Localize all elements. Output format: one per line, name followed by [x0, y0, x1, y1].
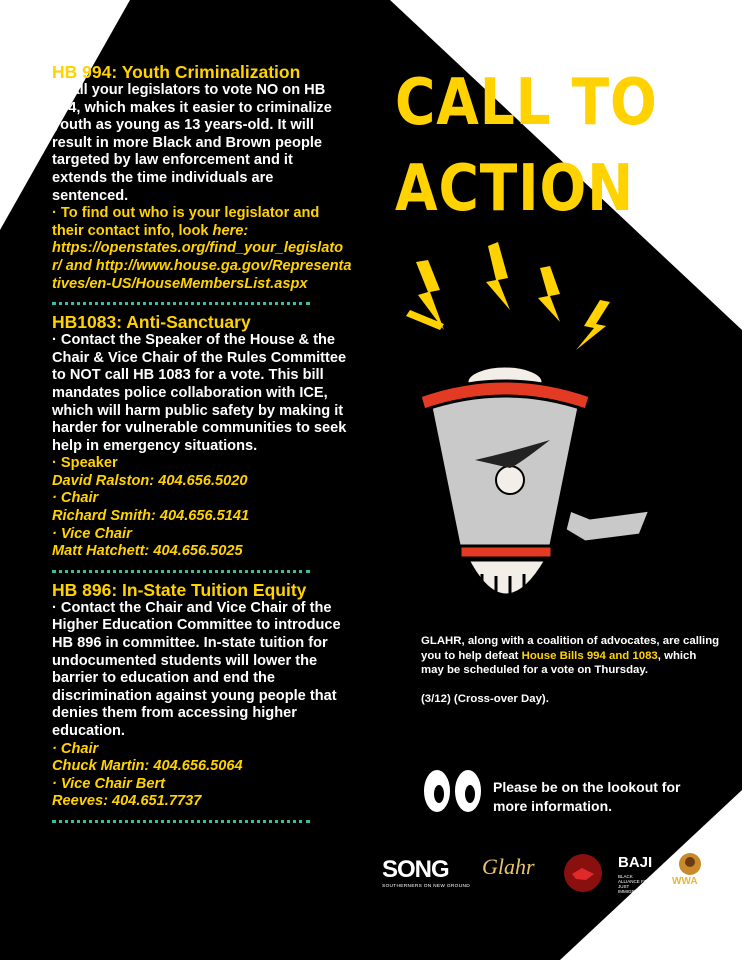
hb994-find-text: · To find out who is your legislator and their contact info, look — [52, 205, 320, 239]
lightning-icon — [400, 240, 640, 360]
partner-logos — [378, 848, 718, 896]
wwa-logo-icon — [676, 850, 704, 876]
chair-contact: Richard Smith: 404.656.5141 — [52, 508, 250, 525]
cta-line-1: CALL TO — [395, 66, 658, 140]
hb994-here: here: — [212, 222, 249, 239]
bills-column — [52, 62, 352, 830]
info-highlight: House Bills 994 and 1083 — [521, 649, 658, 662]
chair-label: · Chair — [52, 490, 99, 507]
hb994-find — [52, 205, 352, 240]
hb994-body: · Call your legislators to vote NO on HB 994, which makes it easier to criminalize youth as young as 13 years-old. It will result in more Black and Brown people targeted by law enforcement and it extends the time individuals are sentenced. — [52, 82, 332, 204]
hb1083-heading: HB1083: Anti-Sanctuary — [52, 312, 251, 333]
lookout-text: Please be on the lookout for more information. — [493, 779, 681, 814]
red-circle-logo — [562, 852, 604, 894]
info-text-part2: , which may be scheduled for a vote on Thursday. — [421, 649, 697, 676]
speaker-label: · Speaker — [52, 455, 118, 472]
hb896-vice-label: · Vice Chair Bert — [52, 775, 166, 792]
hb896-chair-label: · Chair — [52, 740, 99, 757]
vice-chair-label: · Vice Chair — [52, 525, 132, 542]
hb896-heading: HB 896: In-State Tuition Equity — [52, 579, 307, 600]
hb1083-body: · Contact the Speaker of the House & the Chair & Vice Chair of the Rules Committee to NOT call HB 1083 for a vote. This bill mandates police collaboration with ICE, which will harm public safety by making it harder for vulnerable communities to seek help in emergency situations. — [52, 332, 347, 454]
eyes-icon — [420, 766, 486, 816]
cta-line-2: ACTION — [395, 152, 635, 226]
hb896-body: · Contact the Chair and Vice Chair of the Higher Education Committee to introduce HB 896 in committee. In-state tuition for undocumented students will lower the barrier to education and end the discrimination against young people that denies them from accessing higher education. — [52, 599, 341, 739]
vice-chair-contact: Matt Hatchett: 404.656.5025 — [52, 543, 243, 560]
megaphone-icon — [400, 360, 660, 620]
call-to-action-title — [395, 60, 658, 232]
speaker-contact: David Ralston: 404.656.5020 — [52, 472, 248, 489]
info-date: (3/12) (Cross-over Day). — [421, 692, 549, 705]
hb896-vice-contact: Reeves: 404.651.7737 — [52, 793, 202, 810]
baji-logo: BAJI — [618, 854, 653, 871]
dotted-divider — [52, 302, 310, 305]
song-logo: SONG — [382, 856, 449, 883]
dotted-divider — [52, 820, 310, 823]
hb994-heading: HB 994: Youth Criminalization — [52, 62, 301, 82]
dotted-divider — [52, 570, 310, 573]
glahr-logo: Glahr — [482, 854, 535, 879]
legislator-links[interactable]: https://openstates.org/find_your_legislator/ and http://www.house.ga.gov/Representatives/en-US/HouseMembersList.aspx — [52, 240, 352, 292]
info-text-part1: GLAHR, along with a coalition of advocates, are calling you to help defeat — [421, 635, 720, 662]
baji-logo-subtitle: BLACK ALLIANCE FOR JUST IMMIGRATION — [618, 874, 651, 894]
song-logo-subtitle: SOUTHERNERS ON NEW GROUND — [382, 884, 470, 889]
info-text — [421, 634, 721, 706]
wwa-logo: WWA — [672, 876, 698, 887]
hb896-chair-contact: Chuck Martin: 404.656.5064 — [52, 758, 243, 775]
